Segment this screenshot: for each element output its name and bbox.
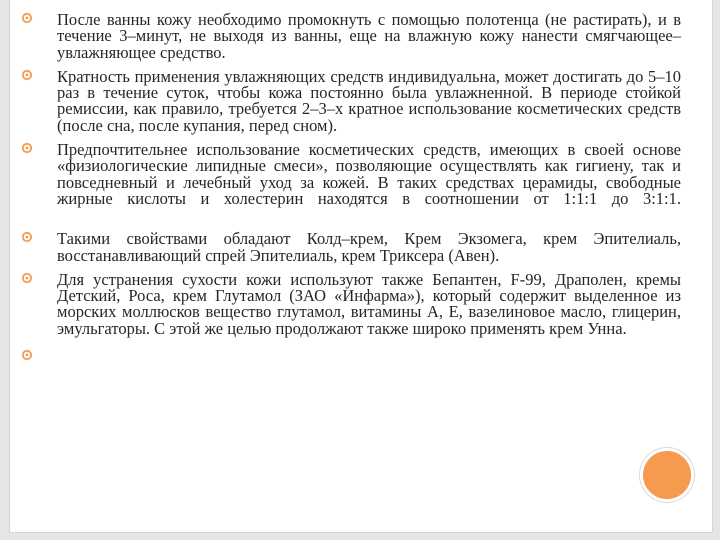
list-item-text: После ванны кожу необходимо промокнуть с помощью полотенца (не растирать), и в течение 3–минут, не выходя из ванны, еще на влажную кожу нанести смягчающее–увлажняющее средство. xyxy=(57,10,681,62)
list-item-text: Кратность применения увлажняющих средств индивидуальна, может достигать до 5–10 раз в течение суток, чтобы кожа постоянно была увлажненной. В периоде стойкой ремиссии, как правило, требуется 2–3–х кратное использование косметических средств (после сна, после купания, перед сном). xyxy=(57,66,681,135)
bullet-icon xyxy=(21,142,33,154)
bullet-icon xyxy=(21,12,33,24)
list-item xyxy=(21,12,681,61)
list-item xyxy=(21,349,681,365)
bullet-icon xyxy=(21,231,33,243)
list-item xyxy=(21,66,681,135)
list-item-text: Такими свойствами обладают Колд–крем, Крем Экзомега, крем Эпителиаль, восстанавливающий спрей Эпителиаль, крем Триксера (Авен). xyxy=(57,229,681,265)
list-item xyxy=(21,142,681,207)
list-item-text: Предпочтительнее использование косметических средств, имеющих в своей основе «физиологические липидные смеси», позволяющие осуществлять как гигиену, так и повседневный и лечебный уход за кожей. В таких средствах церамиды, свободные жирные кислоты и холестерин находятся в соотношении от 1:1:1 до 3:1:1. xyxy=(57,140,681,208)
bullet-icon xyxy=(21,69,33,81)
decorative-circle xyxy=(640,448,694,502)
bullet-icon xyxy=(21,349,33,361)
list-item xyxy=(21,269,681,338)
bullet-icon xyxy=(21,272,33,284)
list-item xyxy=(21,231,681,264)
list-item-text: Для устранения сухости кожи используют также Бепантен, F-99, Драполен, кремы Детский, Роса, крем Глутамол (ЗАО «Инфарма»), который содержит выделенное из морских моллюсков вещество глутамол, витамины А, Е, вазелиновое масло, глицерин, эмульгаторы. С этой же целью продолжают также широко применять крем Унна. xyxy=(57,269,681,338)
bullet-list xyxy=(21,10,681,365)
